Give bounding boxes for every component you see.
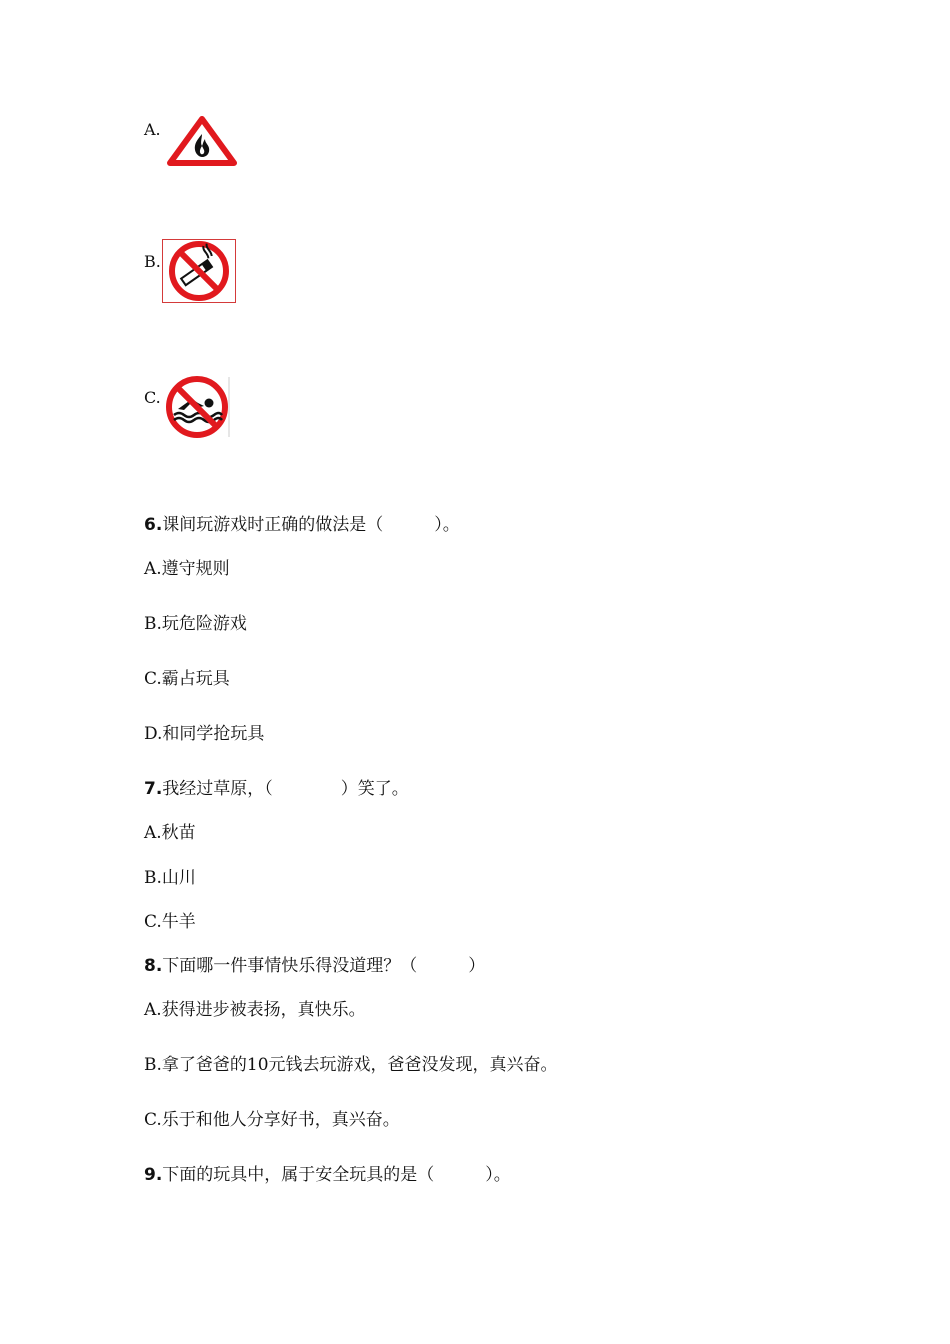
question-text: 课间玩游戏时正确的做法是（ ）。: [162, 515, 460, 535]
answer-option-b[interactable]: B.山川: [144, 868, 196, 888]
question-title: [144, 1164, 511, 1186]
answer-option-b[interactable]: B.玩危险游戏: [144, 614, 247, 634]
no-smoking-icon: [162, 239, 238, 303]
question-title: [144, 778, 409, 800]
question-number: 6.: [144, 515, 163, 535]
flammable-warning-icon: [167, 116, 237, 166]
answer-option-a[interactable]: A.秋苗: [144, 823, 196, 843]
question-title: [144, 514, 460, 536]
question-number: 7.: [144, 779, 163, 799]
option-label: C.: [144, 388, 161, 407]
question-text: 我经过草原，（ ）笑了。: [162, 779, 409, 799]
answer-option-c[interactable]: C.乐于和他人分享好书，真兴奋。: [144, 1110, 400, 1130]
question-number: 9.: [144, 1165, 163, 1185]
answer-option-b[interactable]: B.拿了爸爸的10元钱去玩游戏，爸爸没发现，真兴奋。: [144, 1055, 558, 1075]
answer-option-d[interactable]: D.和同学抢玩具: [144, 724, 265, 744]
option-label: B.: [144, 252, 161, 271]
question-text: 下面哪一件事情快乐得没道理？（ ）: [162, 956, 486, 976]
question-number: 8.: [144, 956, 163, 976]
question-title: [144, 955, 485, 977]
answer-option-c[interactable]: C.霸占玩具: [144, 669, 230, 689]
no-swimming-icon: [162, 375, 232, 439]
answer-option-a[interactable]: A.获得进步被表扬，真快乐。: [144, 1000, 366, 1020]
answer-option-a[interactable]: A.遵守规则: [144, 559, 230, 579]
option-label: A.: [144, 120, 161, 139]
answer-option-c[interactable]: C.牛羊: [144, 912, 196, 932]
question-text: 下面的玩具中，属于安全玩具的是（ ）。: [162, 1165, 511, 1185]
